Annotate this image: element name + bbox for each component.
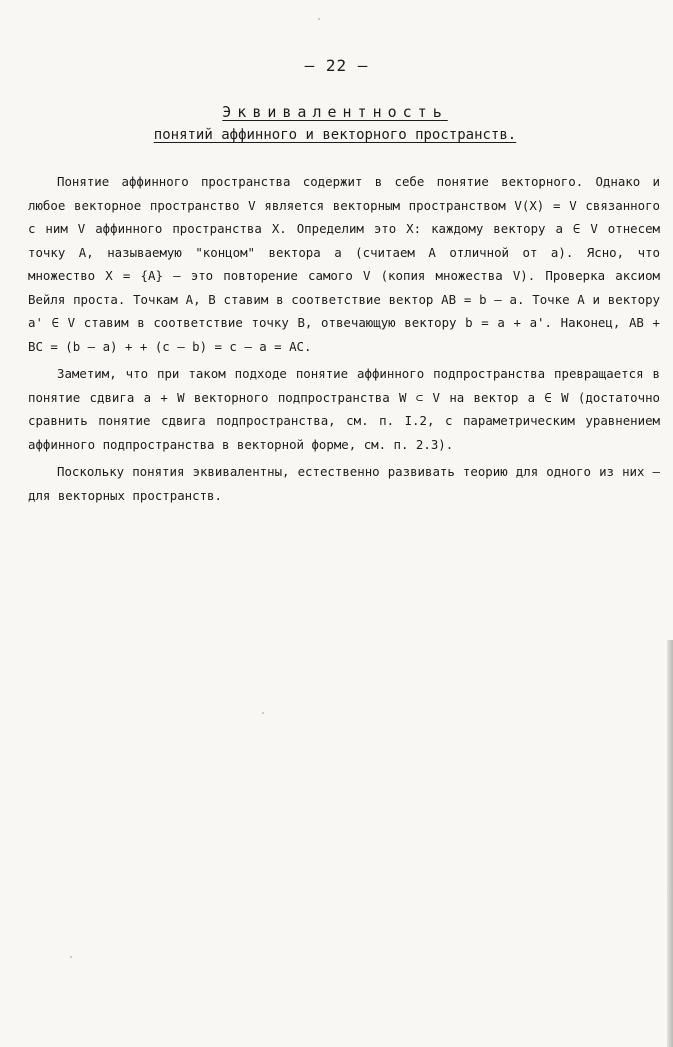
- page-number: – 22 –: [304, 56, 369, 75]
- paragraph-3: Поскольку понятия эквивалентны, естественно развивать теорию для одного из них – для векторных пространств.: [28, 464, 660, 503]
- paragraph-2: Заметим, что при таком подходе понятие аффинного подпространства превращается в понятие сдвига a + W векторного подпространства W ⊂ V на вектор a ∈ W (достаточно сравнить понятие сдвига подпространства, см. п. I.2, с параметрическим уравнением аффинного подпространства в векторной форме, см. п. 2.3).: [28, 366, 660, 452]
- scan-edge-shadow: [667, 640, 673, 1047]
- body-text: [28, 170, 660, 507]
- scan-speck: [318, 18, 320, 20]
- section-title-line-2: понятий аффинного и векторного пространств.: [153, 127, 517, 143]
- scan-speck: [70, 956, 72, 958]
- section-title: [30, 103, 640, 143]
- section-title-line-1: Эквивалентность: [222, 103, 448, 121]
- paragraph-1: Понятие аффинного пространства содержит в себе понятие векторного. Однако и любое векторное пространство V является векторным пространством V(X) = V связанного с ним V аффинного пространства X. Определим это X: каждому вектору a ∈ V отнесем точку A, называемую "концом" вектора a (считаем A отличной от a). Ясно, что множество X = {A} – это повторение самого V (копия множества V). Проверка аксиом Вейля проста. Точкам A, B ставим в соответствие вектор AB = b – a. Точке A и вектору a' ∈ V ставим в соответствие точку B, отвечающую вектору b = a + a'. Наконец, AB + BC = (b – a) + + (c – b) = c – a = AC.: [28, 174, 660, 354]
- scan-speck: [262, 712, 264, 714]
